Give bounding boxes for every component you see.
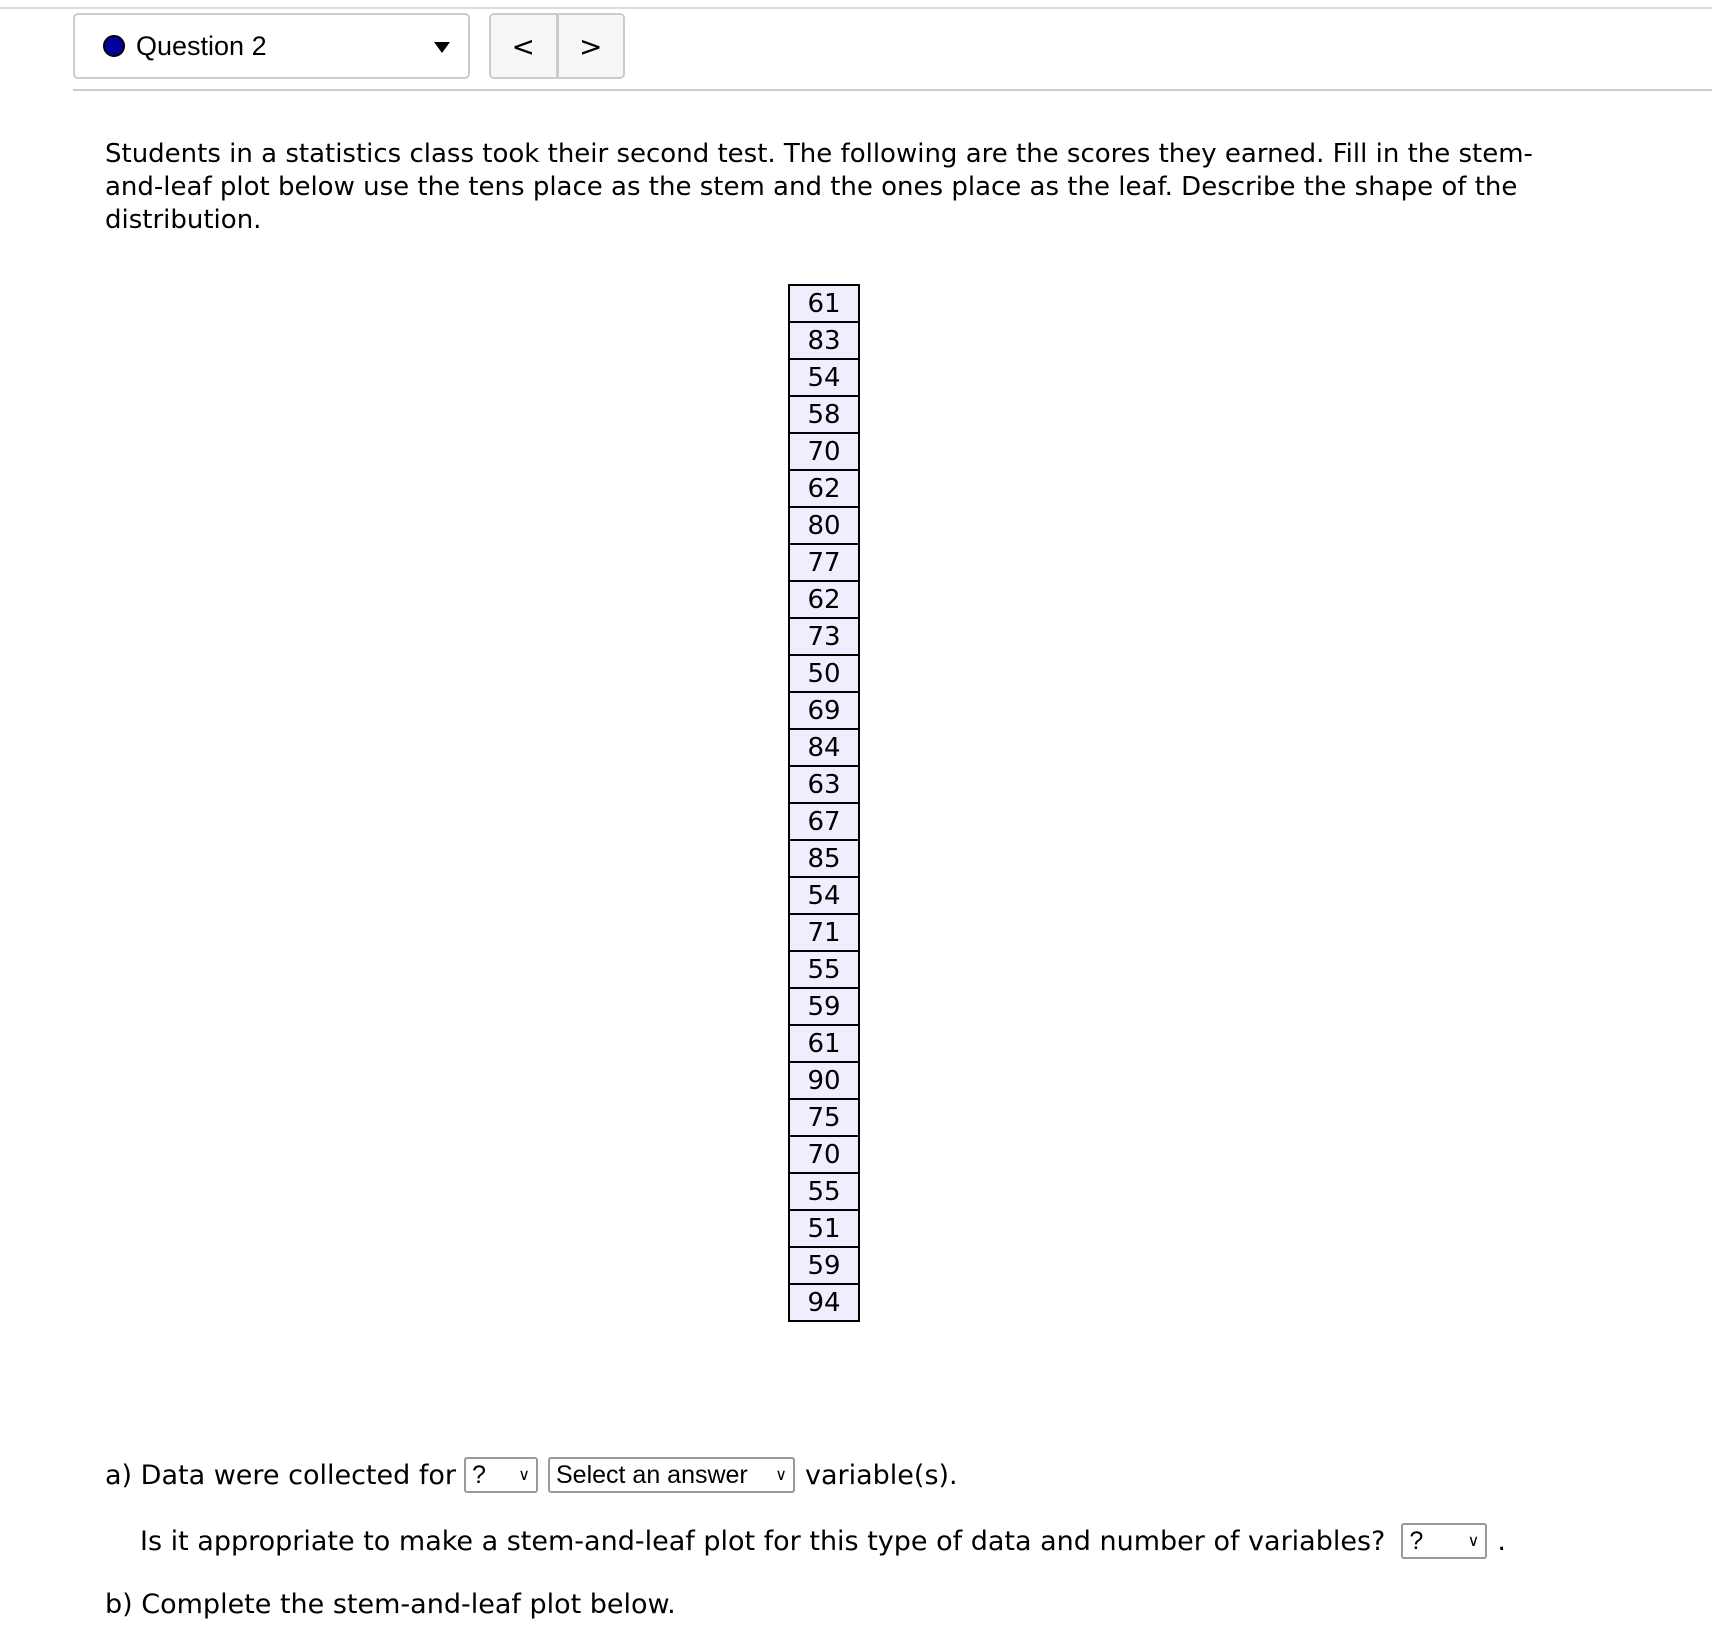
- table-row: [789, 433, 859, 470]
- appropriate-text: Is it appropriate to make a stem-and-leaf plot for this type of data and number of variables?: [140, 1525, 1386, 1557]
- table-row: [789, 396, 859, 433]
- score-cell: 61: [789, 285, 859, 322]
- table-row: [789, 692, 859, 729]
- score-cell: 90: [789, 1062, 859, 1099]
- part-a-suffix: variable(s).: [804, 1459, 958, 1491]
- caret-down-icon: [434, 42, 450, 53]
- score-cell: 50: [789, 655, 859, 692]
- score-cell: 67: [789, 803, 859, 840]
- table-row: [789, 470, 859, 507]
- score-cell: 55: [789, 951, 859, 988]
- score-cell: 59: [789, 1247, 859, 1284]
- table-row: [789, 877, 859, 914]
- table-row: [789, 914, 859, 951]
- chevron-down-icon: ∨: [1467, 1533, 1480, 1550]
- top-divider: [0, 7, 1712, 9]
- score-cell: 71: [789, 914, 859, 951]
- table-row: [789, 766, 859, 803]
- table-row: [789, 655, 859, 692]
- score-cell: 77: [789, 544, 859, 581]
- select-value: Select an answer: [555, 1460, 748, 1489]
- score-cell: 51: [789, 1210, 859, 1247]
- score-cell: 55: [789, 1173, 859, 1210]
- score-cell: 70: [789, 1136, 859, 1173]
- score-cell: 54: [789, 877, 859, 914]
- score-cell: 59: [789, 988, 859, 1025]
- question-selector[interactable]: [73, 13, 470, 79]
- appropriate-question: [140, 1523, 1506, 1559]
- status-dot-icon: [103, 35, 125, 57]
- table-row: [789, 840, 859, 877]
- table-row: [789, 1210, 859, 1247]
- table-row: [789, 285, 859, 322]
- scores-table: [788, 284, 860, 1322]
- chevron-down-icon: ∨: [775, 1467, 787, 1484]
- table-row: [789, 1173, 859, 1210]
- table-row: [789, 359, 859, 396]
- prev-question-button[interactable]: <: [491, 15, 559, 77]
- table-row: [789, 1062, 859, 1099]
- score-cell: 80: [789, 507, 859, 544]
- score-cell: 62: [789, 581, 859, 618]
- score-cell: 75: [789, 1099, 859, 1136]
- variable-count-select[interactable]: [464, 1457, 538, 1493]
- score-cell: 54: [789, 359, 859, 396]
- table-row: [789, 951, 859, 988]
- table-row: [789, 988, 859, 1025]
- table-row: [789, 544, 859, 581]
- score-cell: 85: [789, 840, 859, 877]
- table-row: [789, 729, 859, 766]
- table-row: [789, 618, 859, 655]
- period: .: [1497, 1525, 1506, 1557]
- score-cell: 84: [789, 729, 859, 766]
- part-b: b) Complete the stem-and-leaf plot below.: [105, 1589, 676, 1620]
- appropriate-select[interactable]: [1401, 1523, 1487, 1559]
- part-a-prefix: a) Data were collected for: [105, 1459, 456, 1491]
- score-cell: 73: [789, 618, 859, 655]
- score-cell: 83: [789, 322, 859, 359]
- score-cell: 62: [789, 470, 859, 507]
- next-question-button[interactable]: >: [579, 29, 603, 63]
- select-value: ?: [1409, 1526, 1424, 1555]
- score-cell: 70: [789, 433, 859, 470]
- score-cell: 63: [789, 766, 859, 803]
- table-row: [789, 507, 859, 544]
- table-row: [789, 1247, 859, 1284]
- table-row: [789, 322, 859, 359]
- table-row: [789, 1284, 859, 1321]
- score-cell: 69: [789, 692, 859, 729]
- select-value: ?: [471, 1460, 486, 1489]
- table-row: [789, 1136, 859, 1173]
- question-prompt: Students in a statistics class took their second test. The following are the scores they earned. Fill in the stem-and-leaf plot below use the tens place as the stem and the ones place as the leaf. Describe the shape of the distribution.: [105, 139, 1533, 235]
- question-nav: [489, 13, 625, 79]
- score-cell: 61: [789, 1025, 859, 1062]
- score-cell: 94: [789, 1284, 859, 1321]
- chevron-down-icon: ∨: [518, 1467, 530, 1484]
- table-row: [789, 803, 859, 840]
- header-divider: [73, 89, 1712, 91]
- variable-type-select[interactable]: [548, 1457, 795, 1493]
- score-cell: 58: [789, 396, 859, 433]
- question-label: Question 2: [136, 30, 267, 61]
- table-row: [789, 581, 859, 618]
- table-row: [789, 1099, 859, 1136]
- part-a: [105, 1457, 958, 1493]
- table-row: [789, 1025, 859, 1062]
